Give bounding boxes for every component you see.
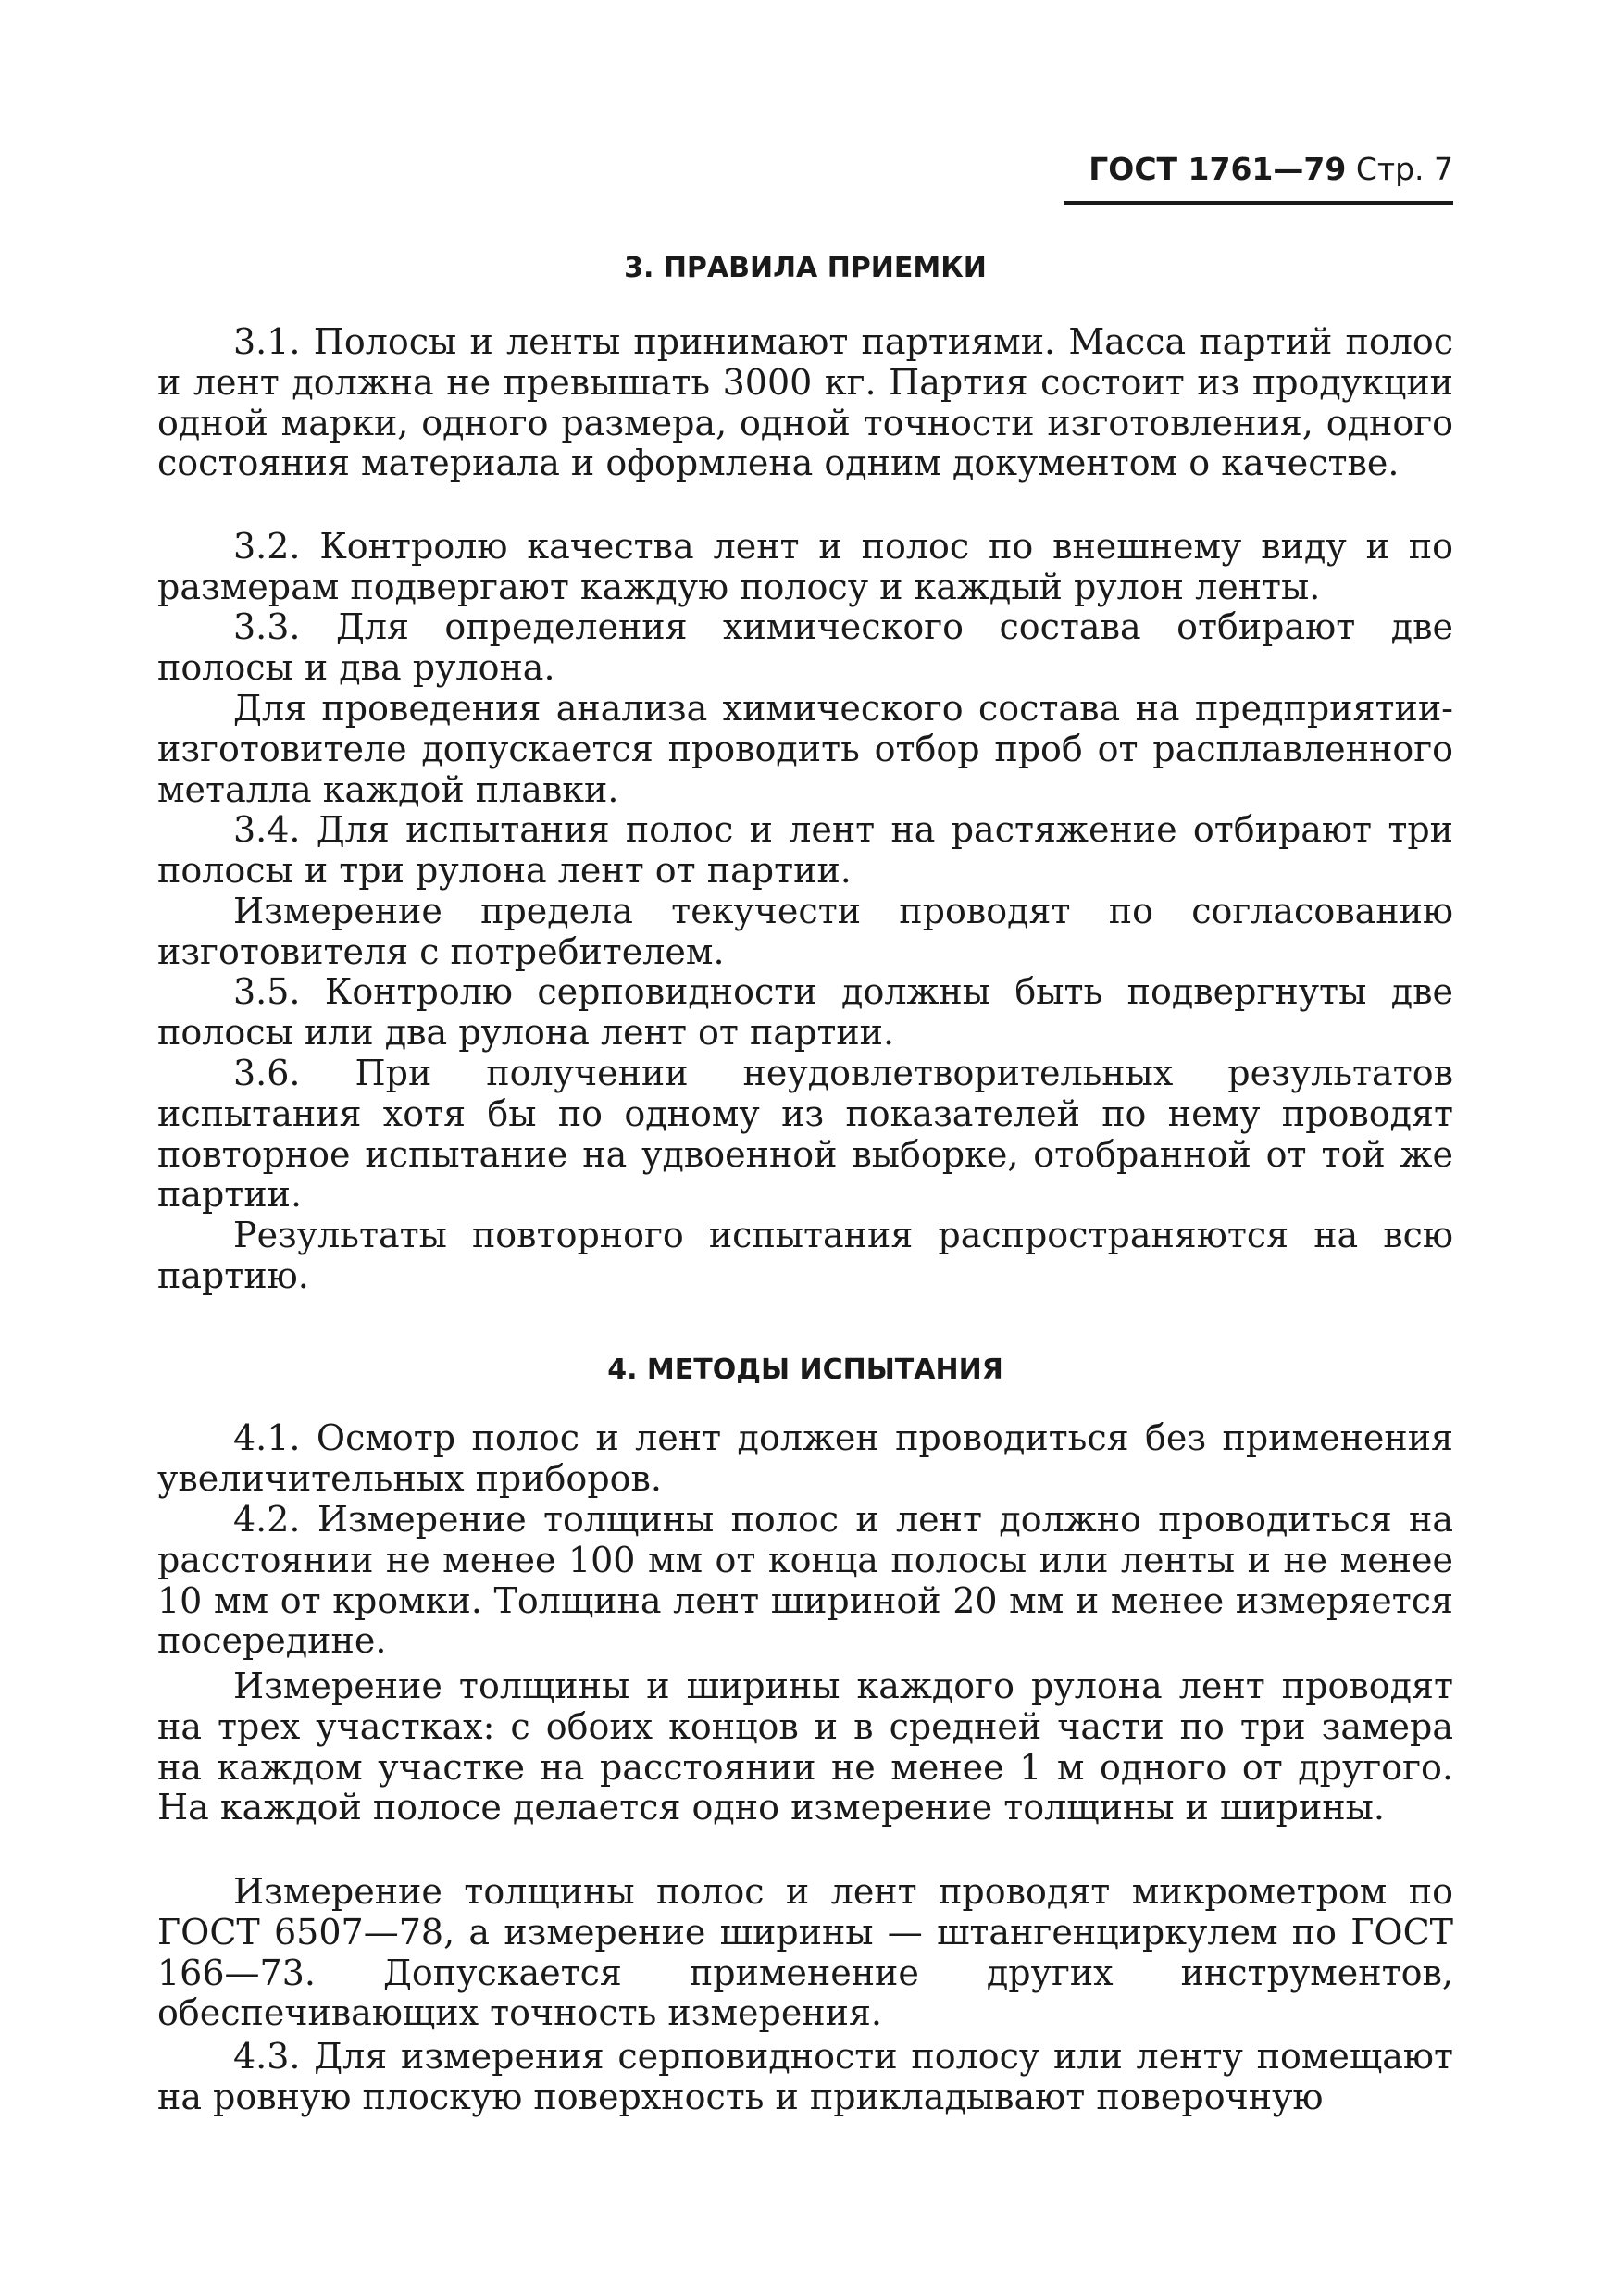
paragraph-4-2-instruments: Измерение толщины полос и лент проводят микрометром по ГОСТ 6507—78, а измерение ширины — штангенциркулем по ГОСТ 166—73. Допускается применение других инструментов, обеспечивающих точность измерения.	[157, 1871, 1453, 2034]
paragraph-3-6-note: Результаты повторного испытания распространяются на всю партию.	[157, 1215, 1453, 1296]
header-rule	[1064, 201, 1453, 205]
paragraph-4-2: 4.2. Измерение толщины полос и лент должно проводиться на расстоянии не менее 100 мм от конца полосы или ленты и не менее 10 мм от кромки. Толщина лент шириной 20 мм и менее измеряется посередине.	[157, 1499, 1453, 1662]
paragraph-3-2: 3.2. Контролю качества лент и полос по внешнему виду и по размерам подвергают каждую полосу и каждый рулон ленты.	[157, 526, 1453, 607]
paragraph-3-3: 3.3. Для определения химического состава отбирают две полосы и два рулона.	[157, 606, 1453, 688]
paragraph-3-4: 3.4. Для испытания полос и лент на растяжение отбирают три полосы и три рулона лент от партии.	[157, 809, 1453, 891]
paragraph-4-1: 4.1. Осмотр полос и лент должен проводиться без применения увеличительных приборов.	[157, 1417, 1453, 1499]
paragraph-3-5: 3.5. Контролю серповидности должны быть подвергнуты две полосы или два рулона лент от партии.	[157, 971, 1453, 1053]
section-3-title: 3. ПРАВИЛА ПРИЕМКИ	[624, 252, 987, 284]
running-header	[1064, 151, 1453, 188]
paragraph-4-2-width: Измерение толщины и ширины каждого рулона лент проводят на трех участках: с обоих концов и в средней части по три замера на каждом участке на расстоянии не менее 1 м одного от другого. На каждой полосе делается одно измерение толщины и ширины.	[157, 1666, 1453, 1828]
paragraph-4-3: 4.3. Для измерения серповидности полосу или ленту помещают на ровную плоскую поверхность и прикладывают поверочную	[157, 2036, 1453, 2117]
paragraph-3-6: 3.6. При получении неудовлетворительных результатов испытания хотя бы по одному из показателей по нему проводят повторное испытание на удвоенной выборке, отобранной от той же партии.	[157, 1053, 1453, 1216]
paragraph-3-4-note: Измерение предела текучести проводят по согласованию изготовителя с потребителем.	[157, 891, 1453, 972]
paragraph-3-1: 3.1. Полосы и ленты принимают партиями. Масса партий полос и лент должна не превышать 3000 кг. Партия состоит из продукции одной марки, одного размера, одной точности изготовления, одного состояния материала и оформлена одним документом о качестве.	[157, 321, 1453, 484]
standard-number: ГОСТ 1761—79	[1089, 151, 1347, 187]
page-number: Стр. 7	[1355, 151, 1453, 187]
paragraph-3-3-note: Для проведения анализа химического состава на предприятии-изготовителе допускается проводить отбор проб от расплавленного металла каждой плавки.	[157, 688, 1453, 810]
section-4-title: 4. МЕТОДЫ ИСПЫТАНИЯ	[607, 1354, 1003, 1386]
